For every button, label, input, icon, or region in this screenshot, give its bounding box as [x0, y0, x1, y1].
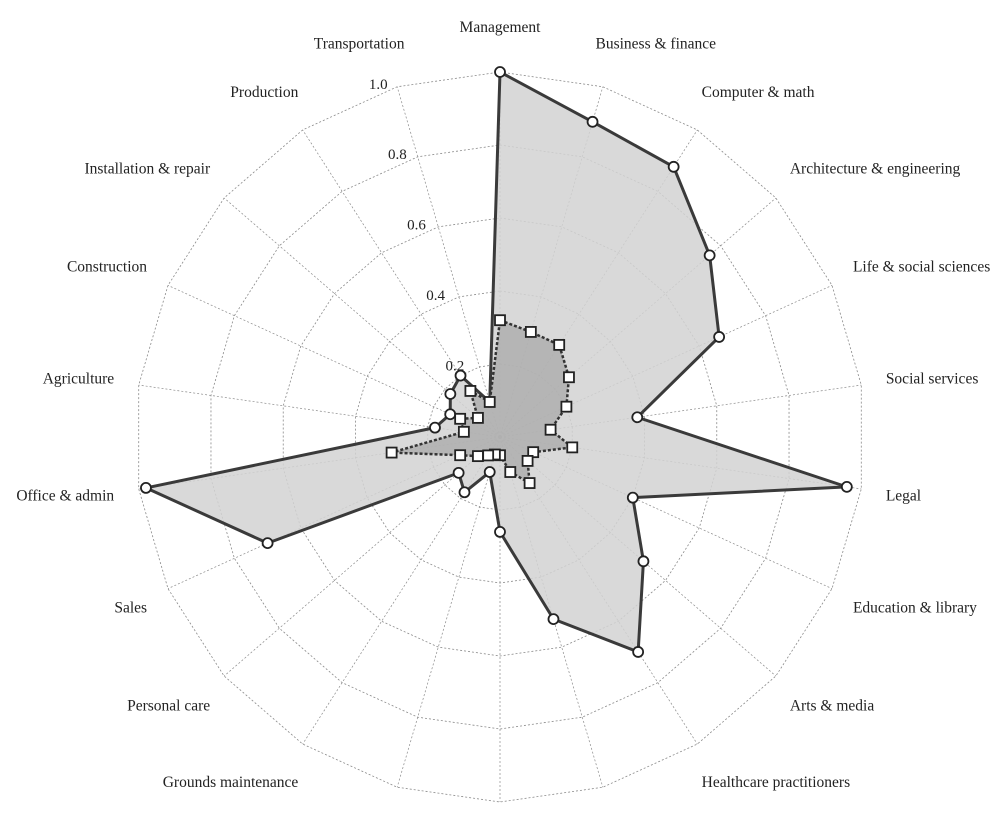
category-label: Construction	[66, 258, 148, 276]
category-label: Computer & math	[701, 84, 815, 102]
data-point	[495, 67, 505, 77]
data-point	[485, 397, 495, 407]
category-label: Transportation	[313, 35, 405, 53]
data-point	[473, 451, 483, 461]
data-point	[141, 483, 151, 493]
data-point	[546, 425, 556, 435]
radial-tick-labels	[369, 77, 464, 375]
category-label: Business & finance	[595, 35, 717, 53]
data-point	[561, 402, 571, 412]
data-point	[526, 327, 536, 337]
data-point	[445, 409, 455, 419]
category-label: Healthcare practitioners	[701, 773, 851, 791]
data-point	[628, 493, 638, 503]
tick-label: 0.6	[407, 217, 426, 234]
category-label: Sales	[114, 599, 148, 617]
data-point	[632, 412, 642, 422]
category-label: Management	[459, 19, 541, 36]
data-point	[705, 250, 715, 260]
data-point	[455, 414, 465, 424]
data-point	[495, 315, 505, 325]
data-point	[445, 389, 455, 399]
data-point	[638, 556, 648, 566]
category-label: Education & library	[852, 599, 977, 617]
data-point	[567, 442, 577, 452]
category-label: Office & admin	[16, 487, 115, 505]
data-point	[454, 468, 464, 478]
data-point	[842, 482, 852, 492]
data-point	[430, 423, 440, 433]
category-label: Agriculture	[42, 370, 115, 388]
category-label: Installation & repair	[84, 160, 211, 178]
data-point	[459, 427, 469, 437]
data-point	[465, 386, 475, 396]
category-label: Arts & media	[789, 697, 875, 715]
data-point	[263, 538, 273, 548]
tick-label: 1.0	[368, 76, 388, 93]
tick-label: 0.8	[387, 147, 407, 164]
data-point	[505, 467, 515, 477]
category-label: Social services	[885, 370, 979, 388]
data-point	[473, 413, 483, 423]
category-label: Production	[230, 84, 299, 102]
category-label: Grounds maintenance	[162, 773, 299, 791]
category-label: Life & social sciences	[852, 258, 991, 276]
data-point	[525, 478, 535, 488]
data-point	[548, 614, 558, 624]
tick-label: 0.2	[445, 358, 465, 375]
data-point	[455, 450, 465, 460]
data-point	[459, 487, 469, 497]
category-label: Legal	[885, 487, 922, 505]
data-point	[554, 340, 564, 350]
category-label: Architecture & engineering	[789, 160, 961, 178]
data-point	[523, 456, 533, 466]
category-label: Personal care	[127, 697, 211, 715]
data-point	[588, 117, 598, 127]
data-point	[669, 162, 679, 172]
data-point	[633, 647, 643, 657]
data-point	[485, 467, 495, 477]
data-point	[495, 527, 505, 537]
data-point	[387, 448, 397, 458]
series-layer	[141, 67, 852, 657]
data-point	[564, 372, 574, 382]
grid-spoke	[397, 87, 500, 437]
data-point	[714, 332, 724, 342]
data-point	[483, 450, 493, 460]
tick-label: 0.4	[426, 288, 446, 305]
